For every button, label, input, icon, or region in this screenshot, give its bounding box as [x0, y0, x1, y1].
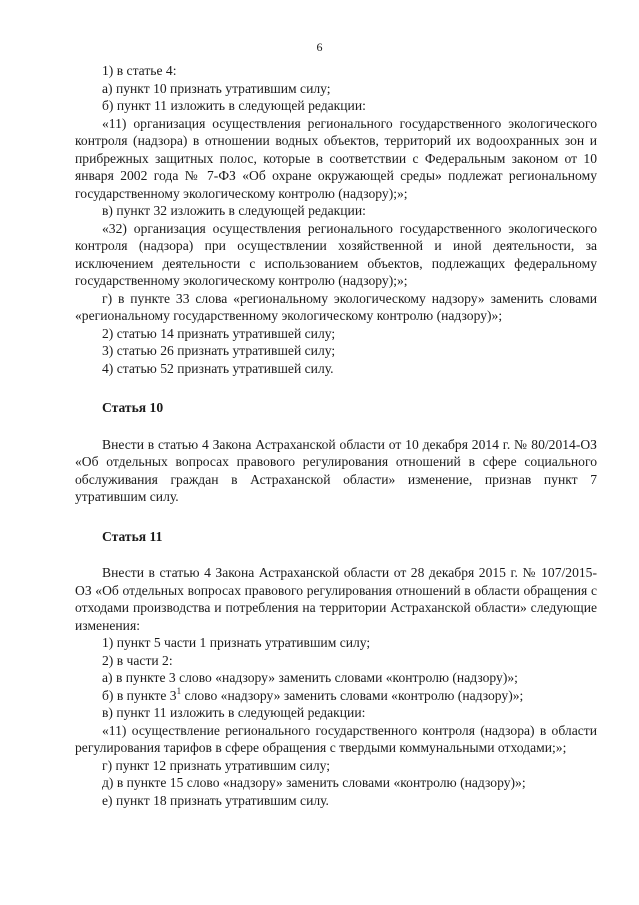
- list-item: 2) статью 14 признать утратившей силу;: [102, 325, 336, 341]
- quoted-paragraph: «32) организация осуществления регионального государственного экологического контроля (надзора) при осуществлении хозяйственной и иной деятельности, за исключением деятельности с использованием объектов, подлежащих федеральному государственному экологическому контролю (надзору);»;: [75, 220, 597, 288]
- list-item: д) в пункте 15 слово «надзору» заменить словами «контролю (надзору)»;: [102, 775, 526, 790]
- list-item: в) пункт 11 изложить в следующей редакции:: [102, 705, 366, 720]
- list-item: е) пункт 18 признать утратившим силу.: [102, 792, 329, 808]
- list-item: в) пункт 32 изложить в следующей редакции:: [102, 203, 366, 218]
- article-paragraph: Внести в статью 4 Закона Астраханской области от 28 декабря 2015 г. № 107/2015-ОЗ «Об отдельных вопросах правового регулирования отношений в области обращения с отходами производства и потребления на территории Астраханской области» следующие изменения:: [75, 565, 597, 633]
- spacer: [75, 545, 597, 564]
- list-item: 4) статью 52 признать утратившей силу.: [102, 360, 334, 376]
- list-item: [75, 687, 597, 705]
- list-item: г) пункт 12 признать утратившим силу;: [102, 757, 331, 773]
- quoted-paragraph: «11) организация осуществления регионального государственного экологического контроля (надзора) в отношении водных объектов, территорий их водоохранных зон и прибрежных защитных полос, которые в соответствии с Федеральным законом от 10 января 2002 года № 7-ФЗ «Об охране окружающей среды» подлежат региональному государственному экологическому контролю (надзору);»;: [75, 115, 597, 201]
- spacer: [75, 506, 597, 528]
- article-heading: Статья 11: [102, 528, 163, 544]
- list-item: б) пункт 11 изложить в следующей редакции:: [102, 98, 366, 113]
- item-b-prefix: б) в пункте 3: [102, 687, 177, 703]
- document-body: [75, 62, 597, 809]
- list-item: а) пункт 10 признать утратившим силу;: [102, 80, 331, 96]
- article-paragraph: Внести в статью 4 Закона Астраханской области от 10 декабря 2014 г. № 80/2014-ОЗ «Об отдельных вопросах правового регулирования отношений в сфере социального обслуживания граждан в Астраханской области» изменение, признав пункт 7 утратившим силу.: [75, 436, 597, 504]
- spacer: [75, 417, 597, 436]
- list-item: 1) в статье 4:: [102, 63, 177, 78]
- list-item: 2) в части 2:: [102, 652, 173, 668]
- item-b-suffix: слово «надзору» заменить словами «контролю (надзору)»;: [181, 687, 524, 703]
- superscript: 1: [176, 685, 182, 696]
- article-heading: Статья 10: [102, 400, 164, 415]
- spacer: [75, 377, 597, 399]
- quoted-paragraph: «11) осуществление регионального государственного контроля (надзора) в области регулирования тарифов в сфере обращения с твердыми коммунальными отходами;»;: [75, 722, 597, 755]
- list-item: 3) статью 26 признать утратившей силу;: [102, 343, 336, 358]
- list-item: 1) пункт 5 части 1 признать утратившим силу;: [102, 635, 371, 650]
- list-item: а) в пункте 3 слово «надзору» заменить словами «контролю (надзору)»;: [102, 670, 518, 685]
- list-item: г) в пункте 33 слова «региональному экологическому надзору» заменить словами «региональному государственному экологическому контролю (надзору)»;: [75, 290, 597, 323]
- page-number: 6: [316, 40, 323, 54]
